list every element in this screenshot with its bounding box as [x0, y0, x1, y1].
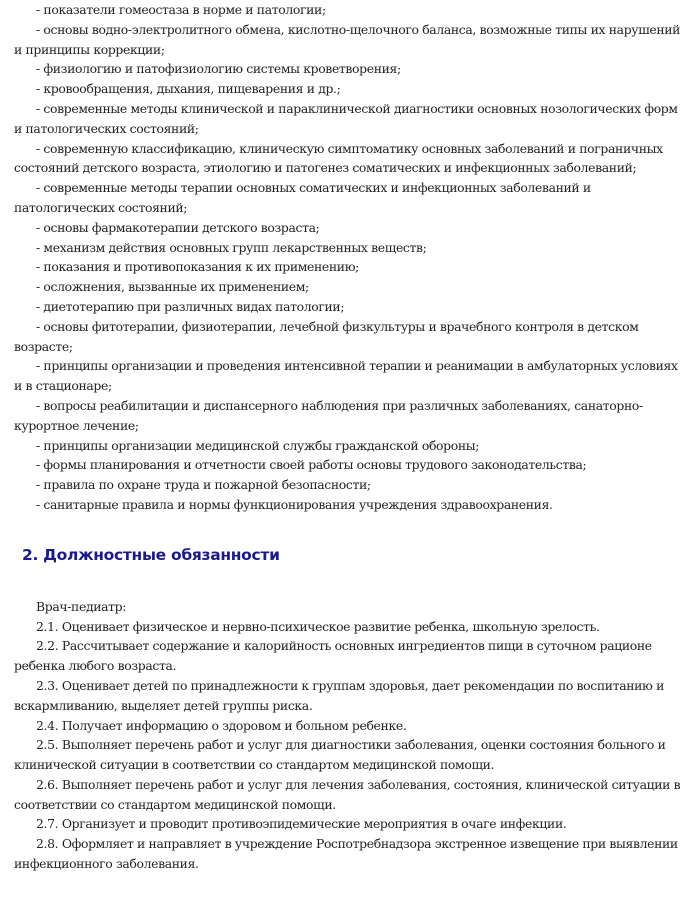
knowledge-item: - санитарные правила и нормы функционирования учреждения здравоохранения.: [36, 496, 553, 512]
knowledge-item: - осложнения, вызванные их применением;: [36, 279, 309, 295]
knowledge-item: - физиологию и патофизиологию системы кроветворения;: [36, 61, 401, 77]
knowledge-item: - вопросы реабилитации и диспансерного наблюдения при различных заболеваниях, санаторно-курортное лечение;: [14, 397, 643, 433]
knowledge-item: - кровообращения, дыхания, пищеварения и др.;: [36, 81, 341, 97]
duties-list: [14, 597, 686, 874]
duties-intro: Врач-педиатр:: [36, 598, 127, 614]
knowledge-item: - современные методы терапии основных соматических и инфекционных заболеваний и патологических состояний;: [14, 180, 591, 215]
duty-item: 2.8. Оформляет и направляет в учреждение Роспотребнадзора экстренное извещение при выявлении инфекционного заболевания.: [14, 836, 678, 872]
duty-item: 2.1. Оценивает физическое и нервно-психическое развитие ребенка, школьную зрелость.: [36, 618, 600, 634]
knowledge-item: - показатели гомеостаза в норме и патологии;: [36, 2, 326, 17]
duty-item: 2.2. Рассчитывает содержание и калорийность основных ингредиентов пищи в суточном рационе ребенка любого возраста.: [14, 638, 652, 674]
knowledge-item: - современные методы клинической и параклинической диагностики основных нозологических форм и патологических состояний;: [14, 100, 678, 136]
duty-item: 2.6. Выполняет перечень работ и услуг для лечения заболевания, состояния, клинической ситуации в соответствии со стандартом медицинской помощи.: [14, 776, 681, 812]
duty-item: 2.5. Выполняет перечень работ и услуг для диагностики заболевания, оценки состояния больного и клинической ситуации в соответствии со стандартом медицинской помощи.: [14, 737, 666, 773]
knowledge-item: - основы водно-электролитного обмена, кислотно-щелочного баланса, возможные типы их нарушений и принципы коррекции;: [14, 21, 681, 57]
knowledge-item: - современную классификацию, клиническую симптоматику основных заболеваний и пограничных состояний детского возраста, этиологию и патогенез соматических и инфекционных заболеваний;: [14, 140, 663, 176]
duty-item: 2.3. Оценивает детей по принадлежности к группам здоровья, дает рекомендации по воспитанию и вскармливанию, выделяет детей группы риска.: [14, 677, 664, 713]
knowledge-item: - правила по охране труда и пожарной безопасности;: [36, 477, 371, 493]
section-heading: 2. Должностные обязанности: [22, 545, 280, 564]
knowledge-item: - механизм действия основных групп лекарственных веществ;: [36, 239, 427, 255]
document-body: [14, 0, 686, 874]
knowledge-item: - принципы организации и проведения интенсивной терапии и реанимации в амбулаторных условиях и в стационаре;: [14, 358, 678, 394]
knowledge-item: - показания и противопоказания к их применению;: [36, 259, 359, 275]
knowledge-item: - основы фармакотерапии детского возраста;: [36, 219, 320, 235]
duty-item: 2.7. Организует и проводит противоэпидемические мероприятия в очаге инфекции.: [36, 816, 567, 832]
knowledge-list: [14, 0, 686, 515]
knowledge-item: - формы планирования и отчетности своей работы основы трудового законодательства;: [36, 457, 587, 473]
duty-item: 2.4. Получает информацию о здоровом и больном ребенке.: [36, 717, 407, 733]
knowledge-item: - диетотерапию при различных видах патологии;: [36, 298, 345, 314]
knowledge-item: - основы фитотерапии, физиотерапии, лечебной физкультуры и врачебного контроля в детском возрасте;: [14, 318, 639, 354]
knowledge-item: - принципы организации медицинской службы гражданской обороны;: [36, 437, 480, 453]
